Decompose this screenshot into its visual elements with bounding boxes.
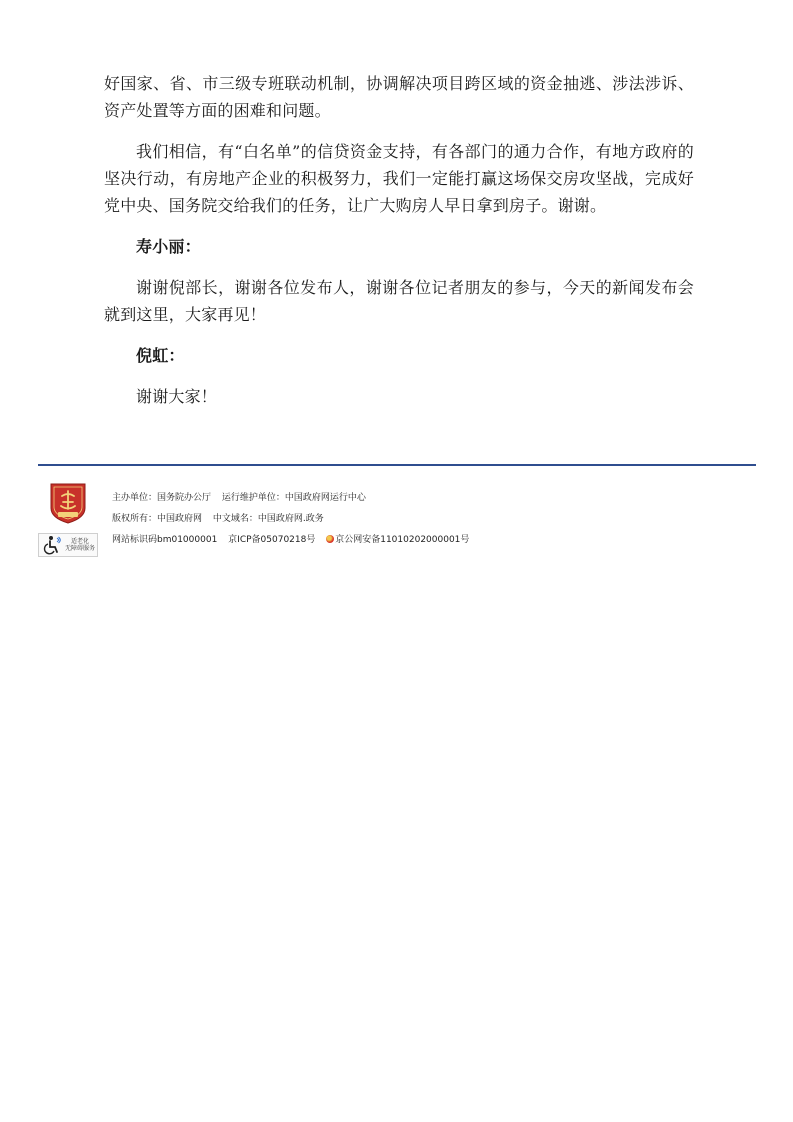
party-government-emblem-icon[interactable] (49, 482, 87, 524)
paragraph: 谢谢大家！ (136, 387, 218, 406)
footer-info (112, 488, 477, 551)
sponsor-text: 主办单位：国务院办公厅 (112, 493, 212, 503)
accessibility-icon (43, 535, 63, 555)
operator-text: 运行维护单位：中国政府网运行中心 (221, 493, 366, 503)
police-badge-icon (326, 535, 334, 543)
police-record-link[interactable]: 京公网安备11010202000001号 (326, 535, 469, 545)
paragraph: 好国家、省、市三级专班联动机制，协调解决项目跨区域的资金抽逃、涉法涉诉、资产处置等方面的困难和问题。 (104, 74, 694, 120)
speaker-name: 寿小丽： (136, 237, 201, 256)
copyright-text: 版权所有：中国政府网 (112, 514, 203, 524)
paragraph: 谢谢倪部长，谢谢各位发布人，谢谢各位记者朋友的参与，今天的新闻发布会就到这里，大家再见！ (104, 278, 694, 324)
footer-line-registration (112, 530, 477, 551)
site-id-text: 网站标识码bm01000001 (112, 535, 218, 545)
accessibility-label: 适老化 无障碍服务 (65, 538, 96, 552)
article-body (104, 70, 694, 424)
footer-line-copyright (112, 509, 477, 530)
speaker-name: 倪虹： (136, 346, 185, 365)
accessibility-service-badge[interactable] (38, 533, 98, 557)
footer-line-sponsor (112, 488, 477, 509)
icp-link[interactable]: 京ICP备05070218号 (228, 535, 316, 545)
paragraph: 我们相信，有“白名单”的信贷资金支持，有各部门的通力合作，有地方政府的坚决行动，有房地产企业的积极努力，我们一定能打赢这场保交房攻坚战，完成好党中央、国务院交给我们的任务，让广大购房人早日拿到房子。谢谢。 (104, 142, 694, 215)
cn-domain-text: 中文域名：中国政府网.政务 (212, 514, 324, 524)
footer-divider (38, 464, 756, 466)
